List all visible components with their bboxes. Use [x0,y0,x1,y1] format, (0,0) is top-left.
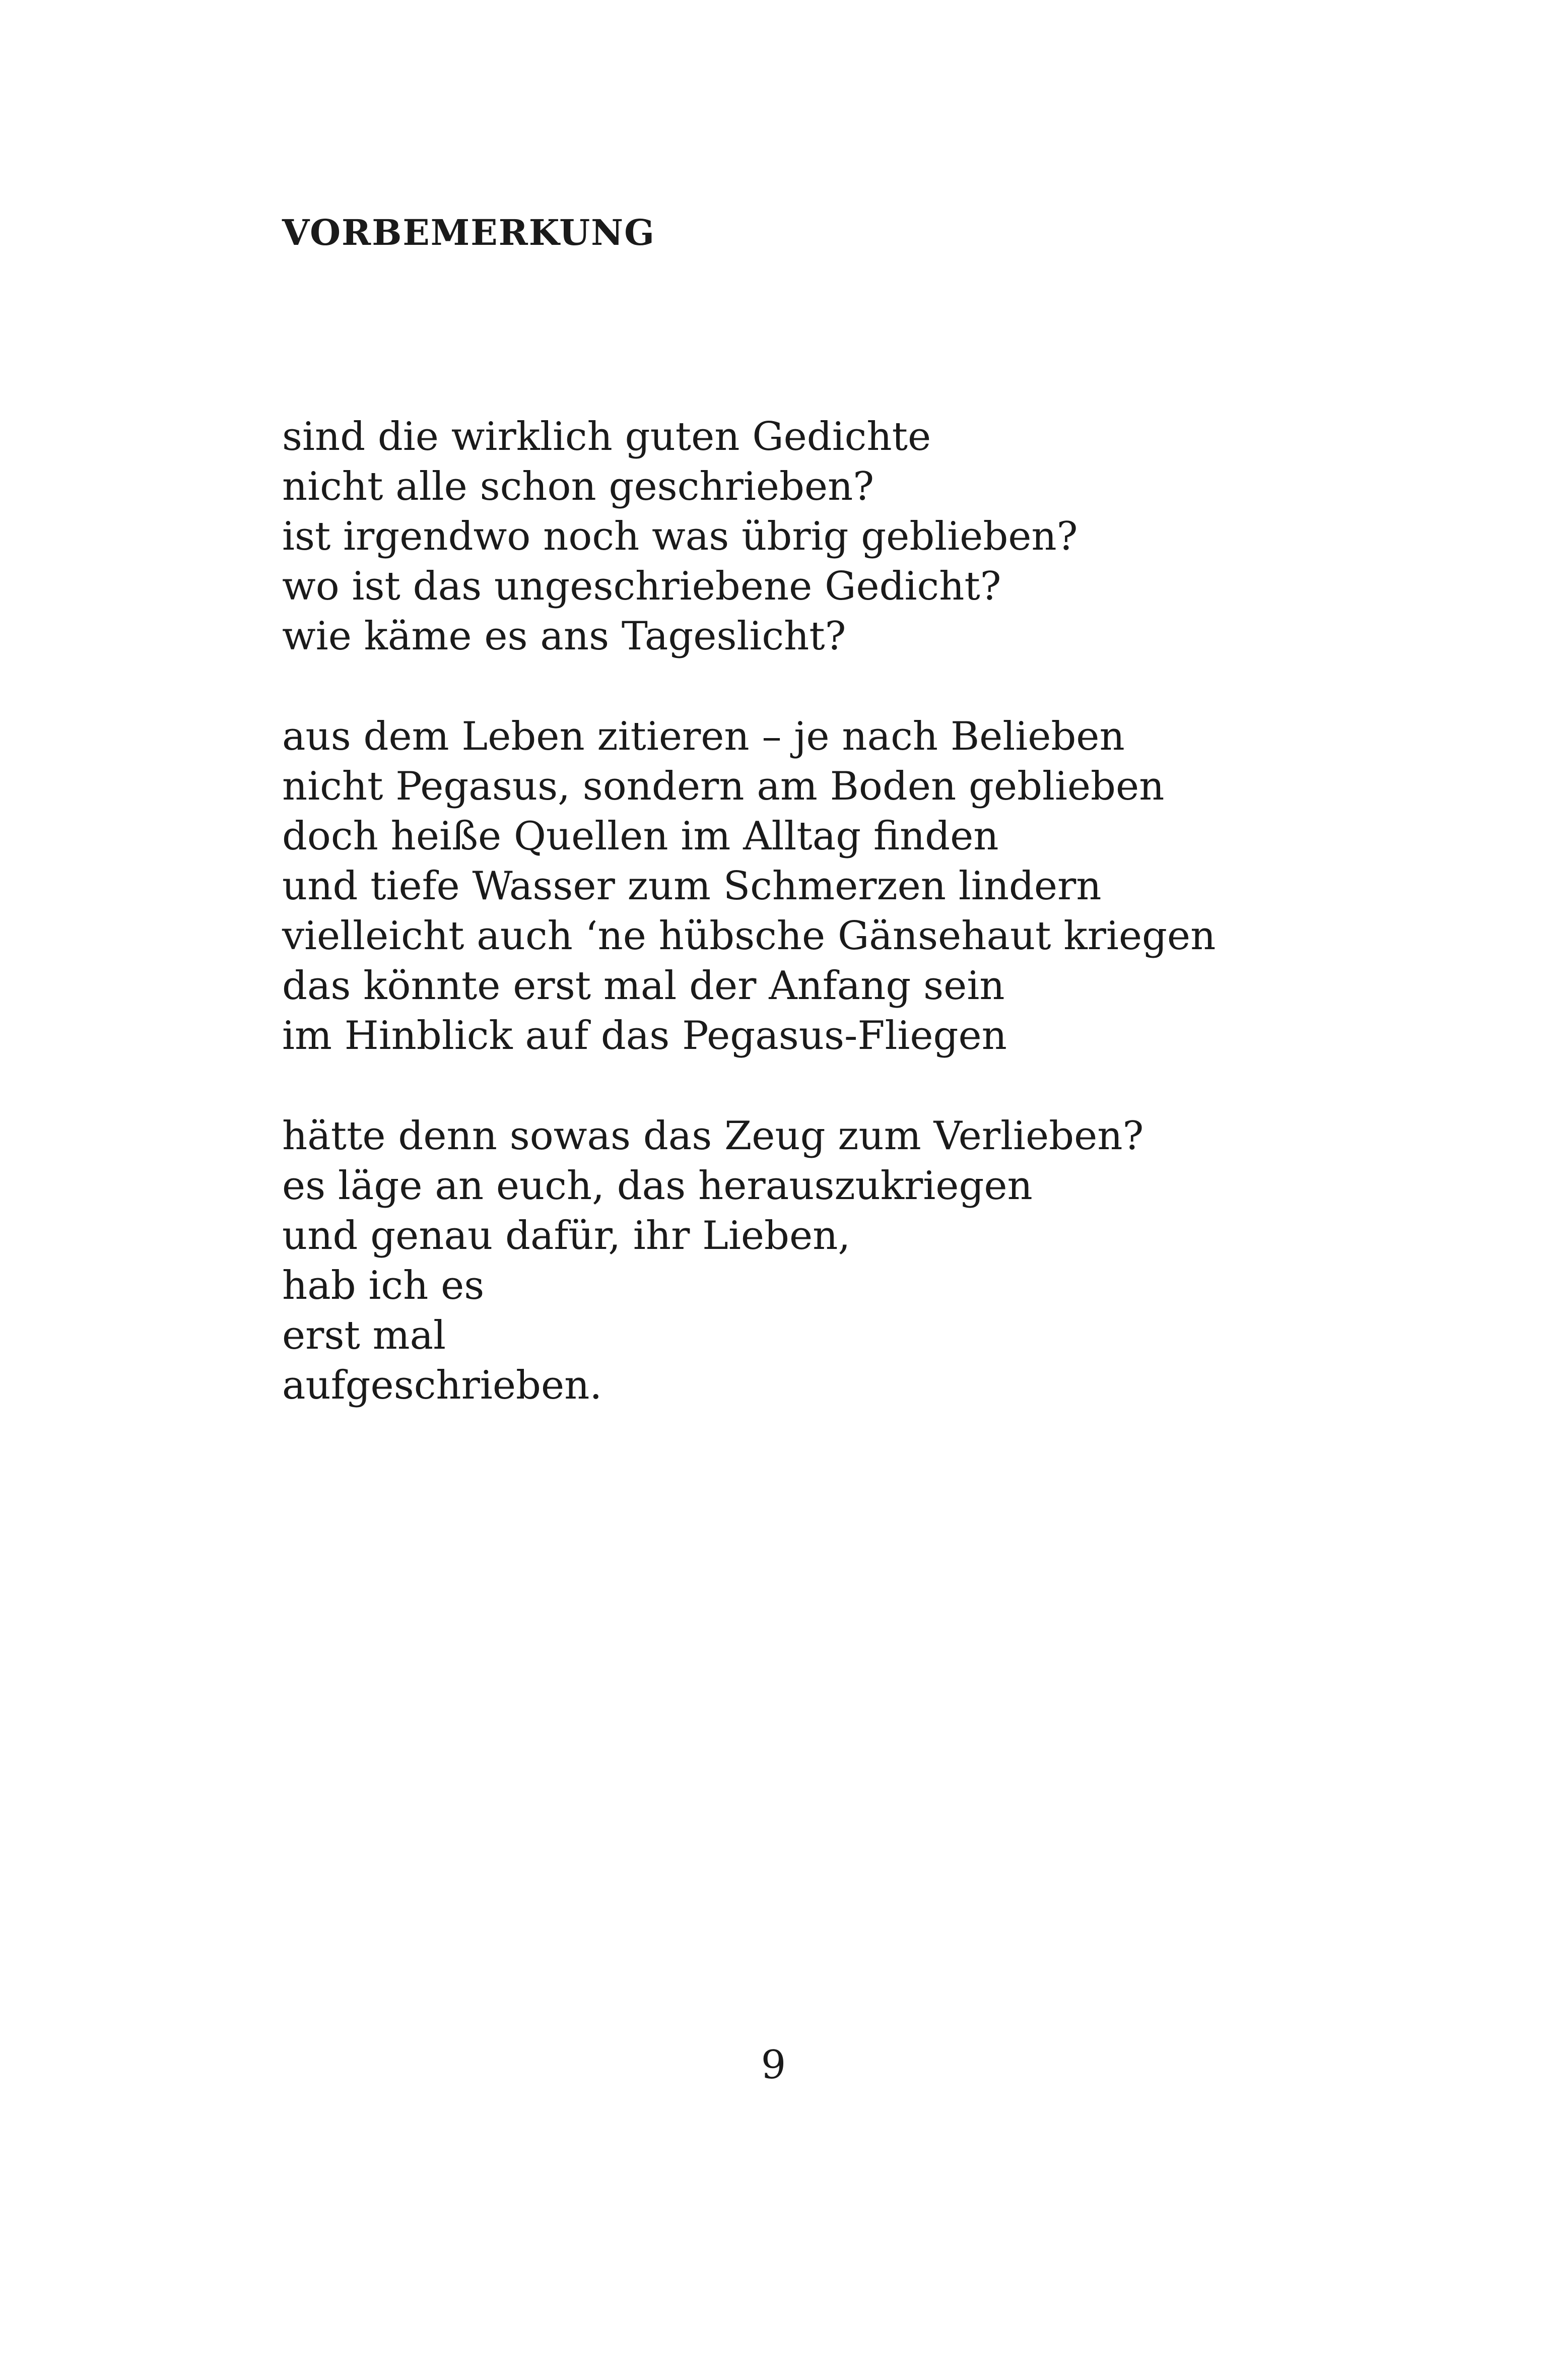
poem-line: aufgeschrieben. [282,1363,602,1408]
poem-line: doch heiße Quellen im Alltag finden [282,814,999,859]
page-number: 9 [761,2042,786,2088]
poem [282,412,1340,1461]
poem-line: aus dem Leben zitieren – je nach Belieben [282,714,1125,759]
poem-line: hätte denn sowas das Zeug zum Verlieben? [282,1113,1144,1159]
poem-line: wie käme es ans Tageslicht? [282,614,846,659]
poem-line: erst mal [282,1313,446,1358]
poem-line: und tiefe Wasser zum Schmerzen lindern [282,864,1102,909]
poem-line: wo ist das ungeschriebene Gedicht? [282,564,1001,609]
poem-line: hab ich es [282,1263,485,1308]
poem-line: und genau dafür, ihr Lieben, [282,1213,851,1259]
stanza-3 [282,1111,1340,1411]
poem-line: ist irgendwo noch was übrig geblieben? [282,514,1078,559]
poem-line: vielleicht auch ‘ne hübsche Gänsehaut kriegen [282,913,1216,959]
stanza-2 [282,712,1340,1061]
poem-line: es läge an euch, das herauszukriegen [282,1163,1033,1209]
page-title: VORBEMERKUNG [282,212,655,253]
poem-line: nicht Pegasus, sondern am Boden geblieben [282,764,1165,809]
poem-line: sind die wirklich guten Gedichte [282,414,931,459]
poem-line: das könnte erst mal der Anfang sein [282,963,1005,1009]
stanza-1 [282,412,1340,662]
poem-line: im Hinblick auf das Pegasus-Fliegen [282,1013,1007,1059]
poem-line: nicht alle schon geschrieben? [282,464,875,509]
